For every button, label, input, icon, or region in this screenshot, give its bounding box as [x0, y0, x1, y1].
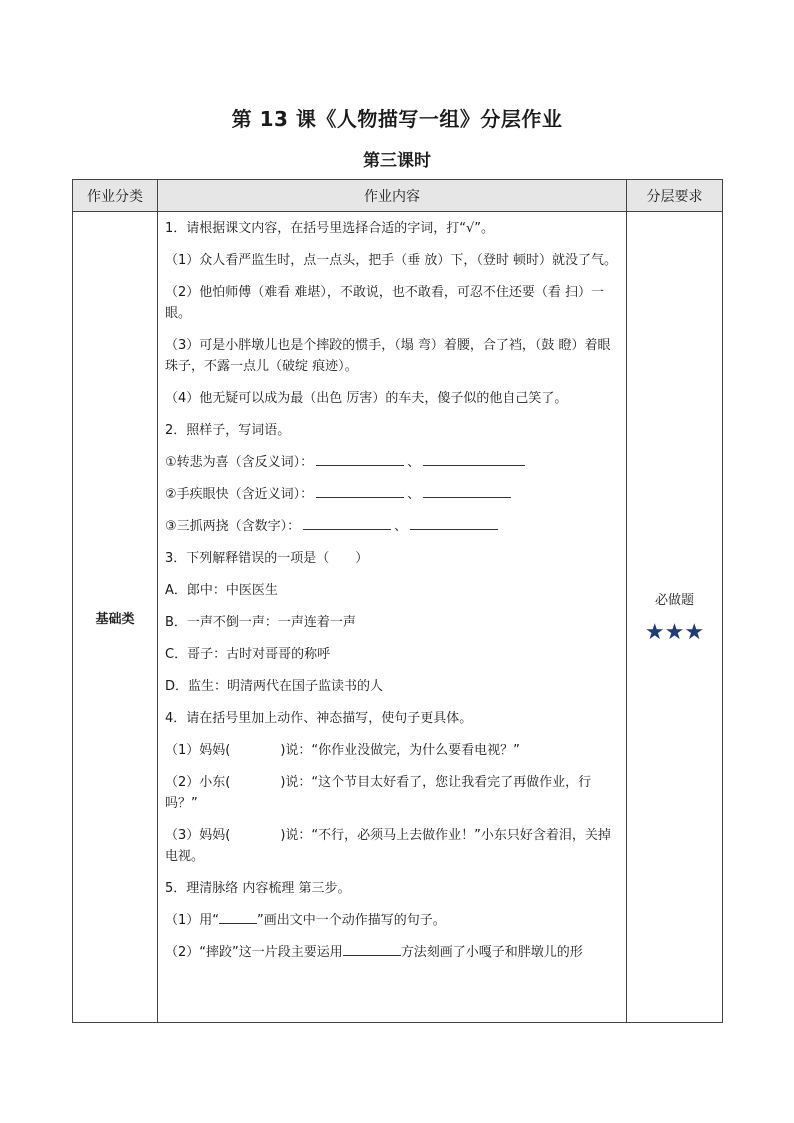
answer-blank[interactable] [316, 452, 404, 466]
separator: 、 [407, 487, 421, 502]
answer-blank[interactable] [410, 516, 498, 530]
question-5-1 [165, 910, 620, 931]
question-3: 3．下列解释错误的一项是（ ） [165, 551, 369, 566]
question-3-option-b: B．一声不倒一声：一声连着一声 [165, 615, 356, 630]
question-2-2-label: ②手疾眼快（含近义词）： [165, 487, 314, 502]
star-rating: ★★★ [644, 620, 705, 645]
answer-blank[interactable] [423, 452, 525, 466]
answer-blank[interactable] [219, 910, 257, 924]
question-5: 5．理清脉络 内容梳理 第三步。 [165, 881, 351, 896]
question-4-2 [165, 772, 620, 814]
header-category: 作业分类 [73, 180, 158, 212]
question-4-3-lead: （3）妈妈( [165, 828, 231, 843]
question-3-option-d: D．监生：明清两代在国子监读书的人 [165, 679, 384, 694]
question-1-1: （1）众人看严监生时，点一点头，把手（垂 放）下，（登时 顿时）就没了气。 [165, 253, 618, 268]
question-5-1-lead: （1）用“ [165, 913, 220, 928]
question-4: 4．请在括号里加上动作、神态描写，使句子更具体。 [165, 711, 473, 726]
question-3-option-a: A．郎中：中医医生 [165, 583, 278, 598]
question-2: 2．照样子，写词语。 [165, 423, 291, 438]
question-5-2-tail: 方法刻画了小嘎子和胖墩儿的形 [400, 945, 583, 960]
question-4-1 [165, 740, 620, 761]
question-1-2: （2）他怕师傅（难看 难堪），不敢说，也不敢看，可忍不住还要（看 扫）一眼。 [165, 285, 605, 321]
page-subtitle: 第三课时 [363, 151, 431, 171]
question-1: 1．请根据课文内容，在括号里选择合适的字词，打“√”。 [165, 221, 495, 236]
question-4-2-lead: （2）小东( [165, 775, 231, 790]
question-2-2 [165, 484, 620, 505]
table-header-row [73, 180, 723, 212]
question-3-option-c: C．哥子：古时对哥哥的称呼 [165, 647, 331, 662]
question-2-3 [165, 516, 620, 537]
header-content: 作业内容 [158, 180, 627, 212]
answer-blank[interactable] [316, 484, 404, 498]
category-cell: 基础类 [73, 212, 158, 1023]
table-row [73, 212, 723, 1023]
separator: 、 [394, 519, 408, 534]
content-cell [158, 212, 627, 1023]
question-2-3-label: ③三抓两挠（含数字）： [165, 519, 301, 534]
question-1-3: （3）可是小胖墩儿也是个摔跤的惯手，（塌 弯）着腰，合了裆，（鼓 瞪）着眼珠子，不露一点儿（破绽 痕迹）。 [165, 338, 611, 374]
question-4-1-lead: （1）妈妈( [165, 743, 231, 758]
question-4-1-tail: )说：“你作业没做完，为什么要看电视？” [280, 743, 520, 758]
question-5-2-lead: （2）“摔跤”这一片段主要运用 [165, 945, 343, 960]
header-requirement: 分层要求 [627, 180, 723, 212]
answer-blank[interactable] [303, 516, 391, 530]
question-4-3 [165, 825, 620, 867]
question-2-1-label: ①转悲为喜（含反义词）： [165, 455, 314, 470]
separator: 、 [407, 455, 421, 470]
question-5-2 [165, 942, 620, 963]
homework-table [72, 179, 723, 1023]
question-4-3-tail: )说：“不行，必须马上去做作业！”小东只好含着泪，关掉电视。 [165, 828, 611, 864]
question-4-2-tail: )说：“这个节目太好看了，您让我看完了再做作业，行吗？” [165, 775, 592, 811]
requirement-label: 必做题 [654, 593, 694, 608]
requirement-cell [627, 212, 723, 1023]
page-title: 第 13 课《人物描写一组》分层作业 [231, 107, 563, 131]
question-5-1-tail: ”画出文中一个动作描写的句子。 [257, 913, 446, 928]
answer-blank[interactable] [343, 942, 401, 956]
question-1-4: （4）他无疑可以成为最（出色 厉害）的车夫，傻子似的他自己笑了。 [165, 391, 568, 406]
question-2-1 [165, 452, 620, 473]
answer-blank[interactable] [423, 484, 511, 498]
